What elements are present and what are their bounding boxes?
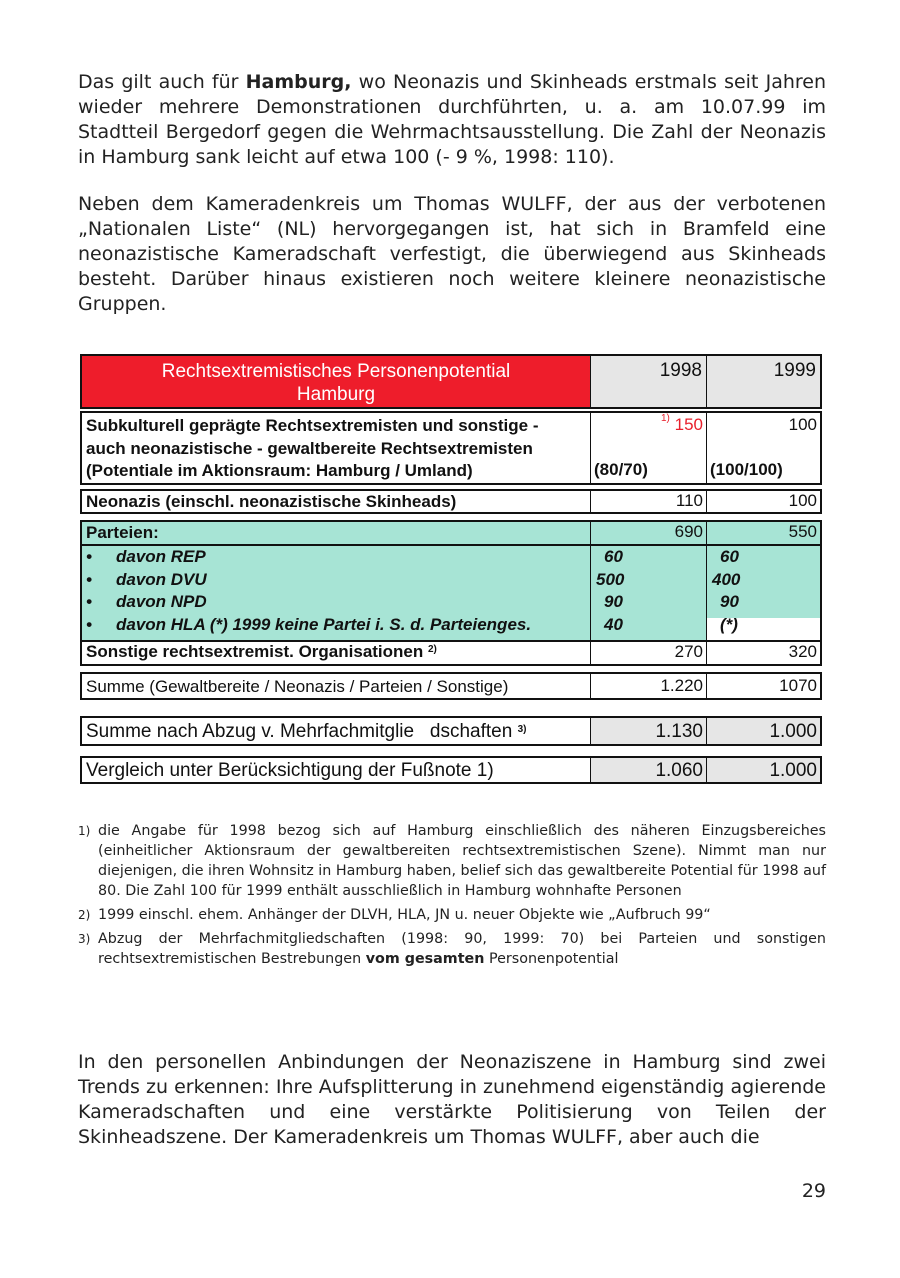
party-label: davon HLA (*) 1999 keine Partei i. S. d. Parteienges. [116,614,532,634]
party-value: 90 [604,592,623,611]
row-label-line: Subkulturell geprägte Rechtsextremisten und sonstige - [86,416,539,435]
page-number: 29 [801,1180,826,1202]
table-row-summe [80,672,822,700]
party-value: 90 [720,592,739,611]
party-value: (*) [720,614,738,634]
paragraph-hamburg [78,70,826,170]
party-values-1999 [710,546,818,640]
value-1998-sub: (80/70) [594,460,648,479]
table-row-summe-abzug [80,716,822,746]
parties-label: Parteien: [86,523,159,542]
party-values-1998 [594,546,704,640]
value-1998: 1.130 [590,718,706,744]
footnote-text: Abzug der Mehrfachmitgliedschaften (1998: 90, 1999: 70) bei Parteien und sonstigen rechtsextremistischen Bestrebungen [98,931,826,967]
table-row-neonazis [80,489,822,514]
party-label: davon DVU [116,569,207,589]
table-title-line1: Rechtsextremistisches Personenpotential [161,361,511,382]
footnote-3 [78,929,826,969]
value-1998-main [591,413,706,435]
value-1999: 1.000 [706,718,820,744]
parties-1998: 690 [674,522,703,541]
footnote-text: 1999 einschl. ehem. Anhänger der DLVH, HLA, JN u. neuer Objekte wie „Aufbruch 99“ [98,907,711,923]
table-title [82,356,590,407]
value-1999: 100 [706,491,820,512]
party-item-hla [86,614,590,637]
value-1998: 1.060 [590,758,706,782]
footnote-ref: 3) [517,724,527,735]
party-value: 60 [604,547,623,566]
row-label-line: auch neonazistische - gewaltbereite Rechtsextremisten [86,438,533,458]
table-row-vergleich [80,756,822,784]
value-1998: 110 [590,491,706,512]
value-1999: 1070 [706,674,820,698]
year-1998-header: 1998 [590,356,706,407]
value-text: 150 [674,415,703,434]
table-row-parteien [80,520,822,642]
footnote-mark: 2) [78,908,91,922]
table-row-gewaltbereite [80,411,822,485]
parties-1999: 550 [788,522,817,541]
table-title-line2: Hamburg [296,384,376,405]
party-value: 500 [596,569,625,589]
party-label: davon NPD [116,592,207,611]
value-1999: 320 [706,640,820,664]
value-1998: 1.220 [590,674,706,698]
party-item-dvu [86,569,590,592]
bullet: • [86,614,92,634]
footnote-mark: 1) [78,824,91,838]
table-header [80,354,822,409]
footnote-2 [78,905,826,925]
party-item-rep [86,546,590,569]
party-list [82,546,590,640]
party-label: davon REP [116,547,206,566]
footnote-text: Personenpotential [484,951,619,967]
footnote-ref: 1) [660,413,670,424]
value-1998 [590,413,706,483]
footnote-bold: vom gesamten [365,951,485,967]
party-value: 400 [712,569,741,589]
footnote-1 [78,821,826,901]
row-label: Vergleich unter Berücksichtigung der Fußnote 1) [86,760,494,781]
value-1999: 1.000 [706,758,820,782]
paragraph-trends: In den personellen Anbindungen der Neonaziszene in Hamburg sind zwei Trends zu erkennen: Ihre Aufsplitterung in zunehmend eigenständig agierende Kameradschaften und eine verstärkte Politisierung von Teilen der Skinheadszene. Der Kameradenkreis um Thomas WULFF, aber auch die [78,1051,826,1148]
party-value: 60 [720,547,739,566]
value-1999-sub: (100/100) [710,460,783,479]
footnote-mark: 3) [78,932,91,946]
row-label-line: (Potentiale im Aktionsraum: Hamburg / Umland) [86,461,473,480]
row-label [82,718,592,744]
party-value: 40 [604,614,623,634]
paragraph-kameradenkreis: Neben dem Kameradenkreis um Thomas WULFF, der aus der verbotenen „Nationalen Liste“ (NL) hervorgegangen ist, hat sich in Bramfeld eine neonazistische Kameradschaft verfestigt, die überwiegend aus Skinheads besteht. Darüber hinaus existieren noch weitere kleinere neonazistische Gruppen. [78,193,826,315]
paragraph-text: wo Neonazis und Skinheads erstmals seit Jahren wieder mehrere Demonstrationen durchführten, u. a. am 10.07.99 im Stadtteil Bergedorf gegen die Wehrmachtsausstellung. Die Zahl der Neonazis in Hamburg sank leicht auf etwa 100 (- 9 %, 1998: 110). [78,71,827,168]
bullet: • [86,547,92,566]
row-label-text: Summe nach Abzug v. Mehrfachmitglie dschaften [86,721,513,742]
year-1999-header: 1999 [706,356,820,407]
footnote-ref: 2) [428,644,437,655]
value-1999-main: 100 [788,415,817,434]
row-label [82,413,592,483]
personnel-table [80,354,822,784]
footnote-text: die Angabe für 1998 bezog sich auf Hamburg einschließlich des näheren Einzugsbereiches (einheitlicher Aktionsraum der gewaltbereiten rechtsextremistischen Szene). Nimmt man nur diejenigen, die ihren Wohnsitz in Hamburg haben, belief sich das gewaltbereite Potential für 1998 auf 80. Die Zahl 100 für 1999 enthält ausschließlich in Hamburg wohnhafte Personen [98,823,826,899]
paragraph-bold: Hamburg, [245,71,352,93]
party-item-npd [86,591,590,614]
value-1998: 270 [590,640,706,664]
value-1999 [706,413,820,483]
bullet: • [86,592,92,611]
paragraph-text: Das gilt auch für [78,71,246,93]
row-label: Summe (Gewaltbereite / Neonazis / Parteien / Sonstige) [86,677,509,696]
bullet: • [86,569,92,589]
row-label: Neonazis (einschl. neonazistische Skinheads) [86,492,457,511]
row-label [82,640,592,664]
table-row-sonstige [80,640,822,666]
row-label-text: Sonstige rechtsextremist. Organisationen [86,642,424,661]
